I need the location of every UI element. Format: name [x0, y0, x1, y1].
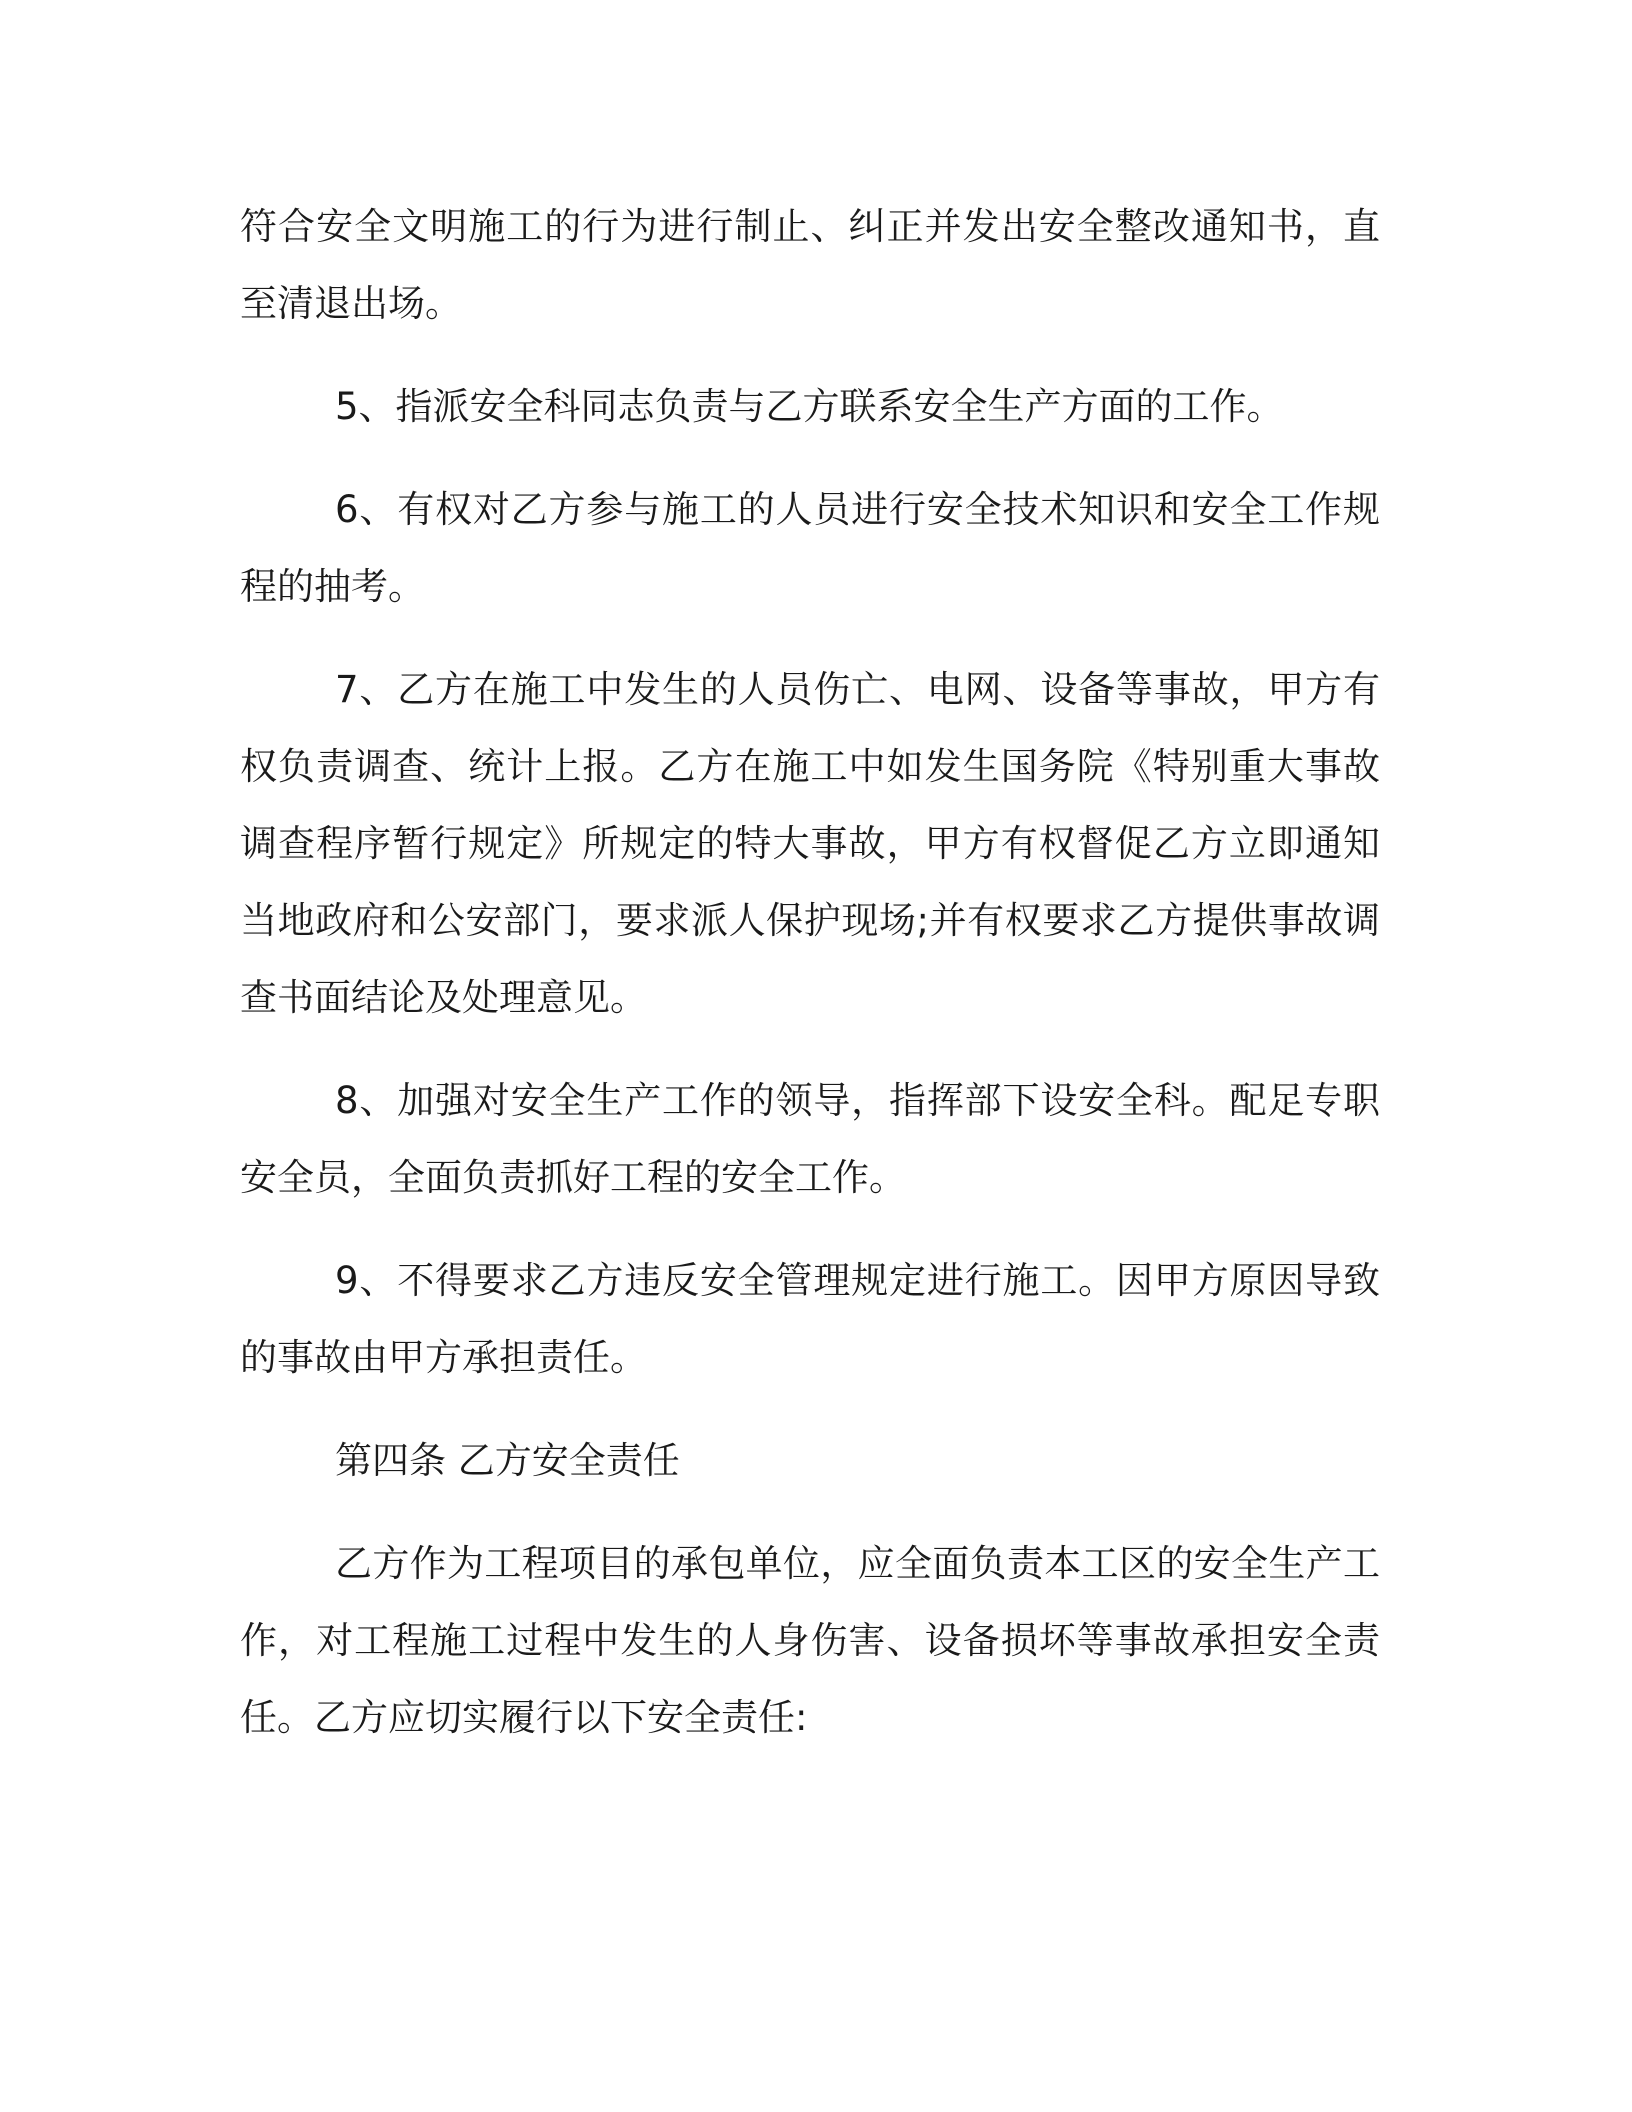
- paragraph-section-intro: 乙方作为工程项目的承包单位，应全面负责本工区的安全生产工作，对工程施工过程中发生的人身伤害、设备损坏等事故承担安全责任。乙方应切实履行以下安全责任:: [240, 1542, 1380, 1739]
- paragraph-item-5: 5、指派安全科同志负责与乙方联系安全生产方面的工作。: [335, 385, 1284, 428]
- section-heading: 第四条 乙方安全责任: [335, 1439, 680, 1482]
- paragraph-item-6: 6、有权对乙方参与施工的人员进行安全技术知识和安全工作规程的抽考。: [240, 488, 1380, 608]
- paragraph-continuation: 符合安全文明施工的行为进行制止、纠正并发出安全整改通知书，直至清退出场。: [240, 205, 1380, 325]
- paragraph-item-7: 7、乙方在施工中发生的人员伤亡、电网、设备等事故，甲方有权负责调查、统计上报。乙方在施工中如发生国务院《特别重大事故调查程序暂行规定》所规定的特大事故，甲方有权督促乙方立即通知当地政府和公安部门，要求派人保护现场;并有权要求乙方提供事故调查书面结论及处理意见。: [240, 668, 1380, 1019]
- paragraph-item-9: 9、不得要求乙方违反安全管理规定进行施工。因甲方原因导致的事故由甲方承担责任。: [240, 1259, 1380, 1379]
- document-body: [240, 188, 1380, 1782]
- paragraph-item-8: 8、加强对安全生产工作的领导，指挥部下设安全科。配足专职安全员，全面负责抓好工程的安全工作。: [240, 1079, 1380, 1199]
